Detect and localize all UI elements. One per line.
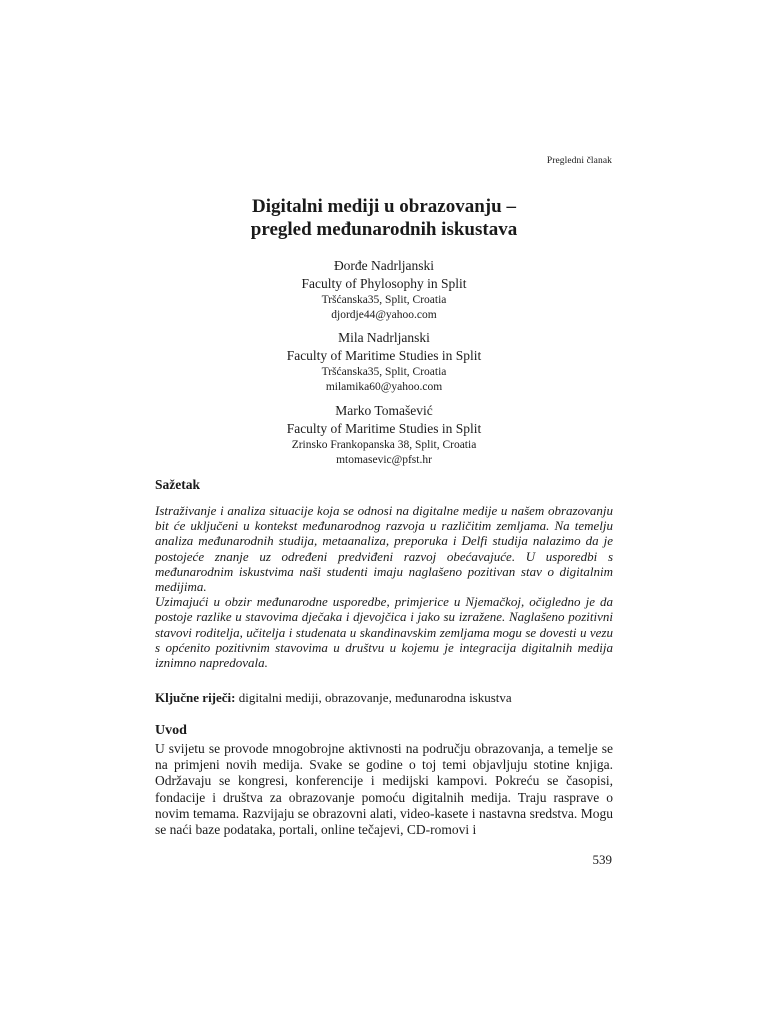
- keywords-text: digitalni mediji, obrazovanje, međunarodna iskustva: [238, 690, 512, 705]
- author-address: Tršćanska35, Split, Croatia: [321, 294, 447, 306]
- author-email: milamika60@yahoo.com: [325, 381, 443, 393]
- abstract-heading: Sažetak: [155, 477, 200, 492]
- author-affiliation: Faculty of Maritime Studies in Split: [286, 421, 482, 436]
- author-block-1: [154, 257, 614, 323]
- abstract-paragraph-1: Istraživanje i analiza situacije koja se odnosi na digitalne medije u našem obrazovanju bit će uključeni u kontekst međunarodnog razvoja u različitim zemljama. Na temelju analiza međunarodnih studija, metaanaliza, preporuka i Delfi studija nalazimo da je postojeće znanje uz određeni predviđeni razvoj obećavajuće. U usporedbi s međunarodnim iskustvima naši studenti imaju naglašeno pozitivan stav o digitalnim medijima.: [155, 503, 613, 595]
- author-block-2: [154, 329, 614, 395]
- author-address: Tršćanska35, Split, Croatia: [321, 366, 447, 378]
- page-number: 539: [592, 852, 612, 867]
- abstract-paragraph-2: Uzimajući u obzir međunarodne usporedbe, primjerice u Njemačkoj, očigledno je da postoje razlike u stavovima dječaka i djevojčica i jako su izražene. Naglašeno pozitivni stavovi roditelja, učitelja i studenata u skandinavskim zemljama mogu se dovesti u vezu s općenito pozitivnim stavovima u društvu u kojemu je integracija digitalnih medija iznimno napredovala.: [155, 594, 613, 671]
- title-line-2: pregled međunarodnih iskustava: [250, 219, 518, 240]
- author-address: Zrinsko Frankopanska 38, Split, Croatia: [291, 439, 477, 451]
- article-title: [154, 195, 614, 241]
- author-name: Marko Tomašević: [335, 403, 433, 418]
- author-affiliation: Faculty of Phylosophy in Split: [301, 276, 467, 291]
- intro-heading: Uvod: [155, 723, 187, 738]
- keywords-line: [155, 690, 512, 706]
- keywords-label: Ključne riječi:: [155, 690, 236, 705]
- intro-paragraph: U svijetu se provode mnogobrojne aktivnosti na području obrazovanja, a temelje se na primjeni novih medija. Svake se godine o toj temi objavljuju stotine knjiga. Održavaju se kongresi, konferencije i medijski kampovi. Pokreću se časopisi, fondacije i društva za obrazovanje pomoću digitalnih medija. Traju rasprave o novim temama. Razvijaju se obrazovni alati, video-kasete i nastavna sredstva. Mogu se naći baze podataka, portali, online tečajevi, CD-romovi i: [155, 741, 613, 838]
- title-line-1: Digitalni mediji u obrazovanju –: [252, 196, 516, 217]
- author-name: Mila Nadrljanski: [338, 330, 430, 345]
- author-email: djordje44@yahoo.com: [331, 309, 437, 321]
- author-affiliation: Faculty of Maritime Studies in Split: [286, 348, 482, 363]
- author-email: mtomasevic@pfst.hr: [336, 454, 432, 466]
- article-type-label: Pregledni članak: [546, 156, 612, 166]
- author-name: Đorđe Nadrljanski: [333, 258, 435, 273]
- abstract-text: [155, 503, 613, 670]
- author-block-3: [154, 402, 614, 468]
